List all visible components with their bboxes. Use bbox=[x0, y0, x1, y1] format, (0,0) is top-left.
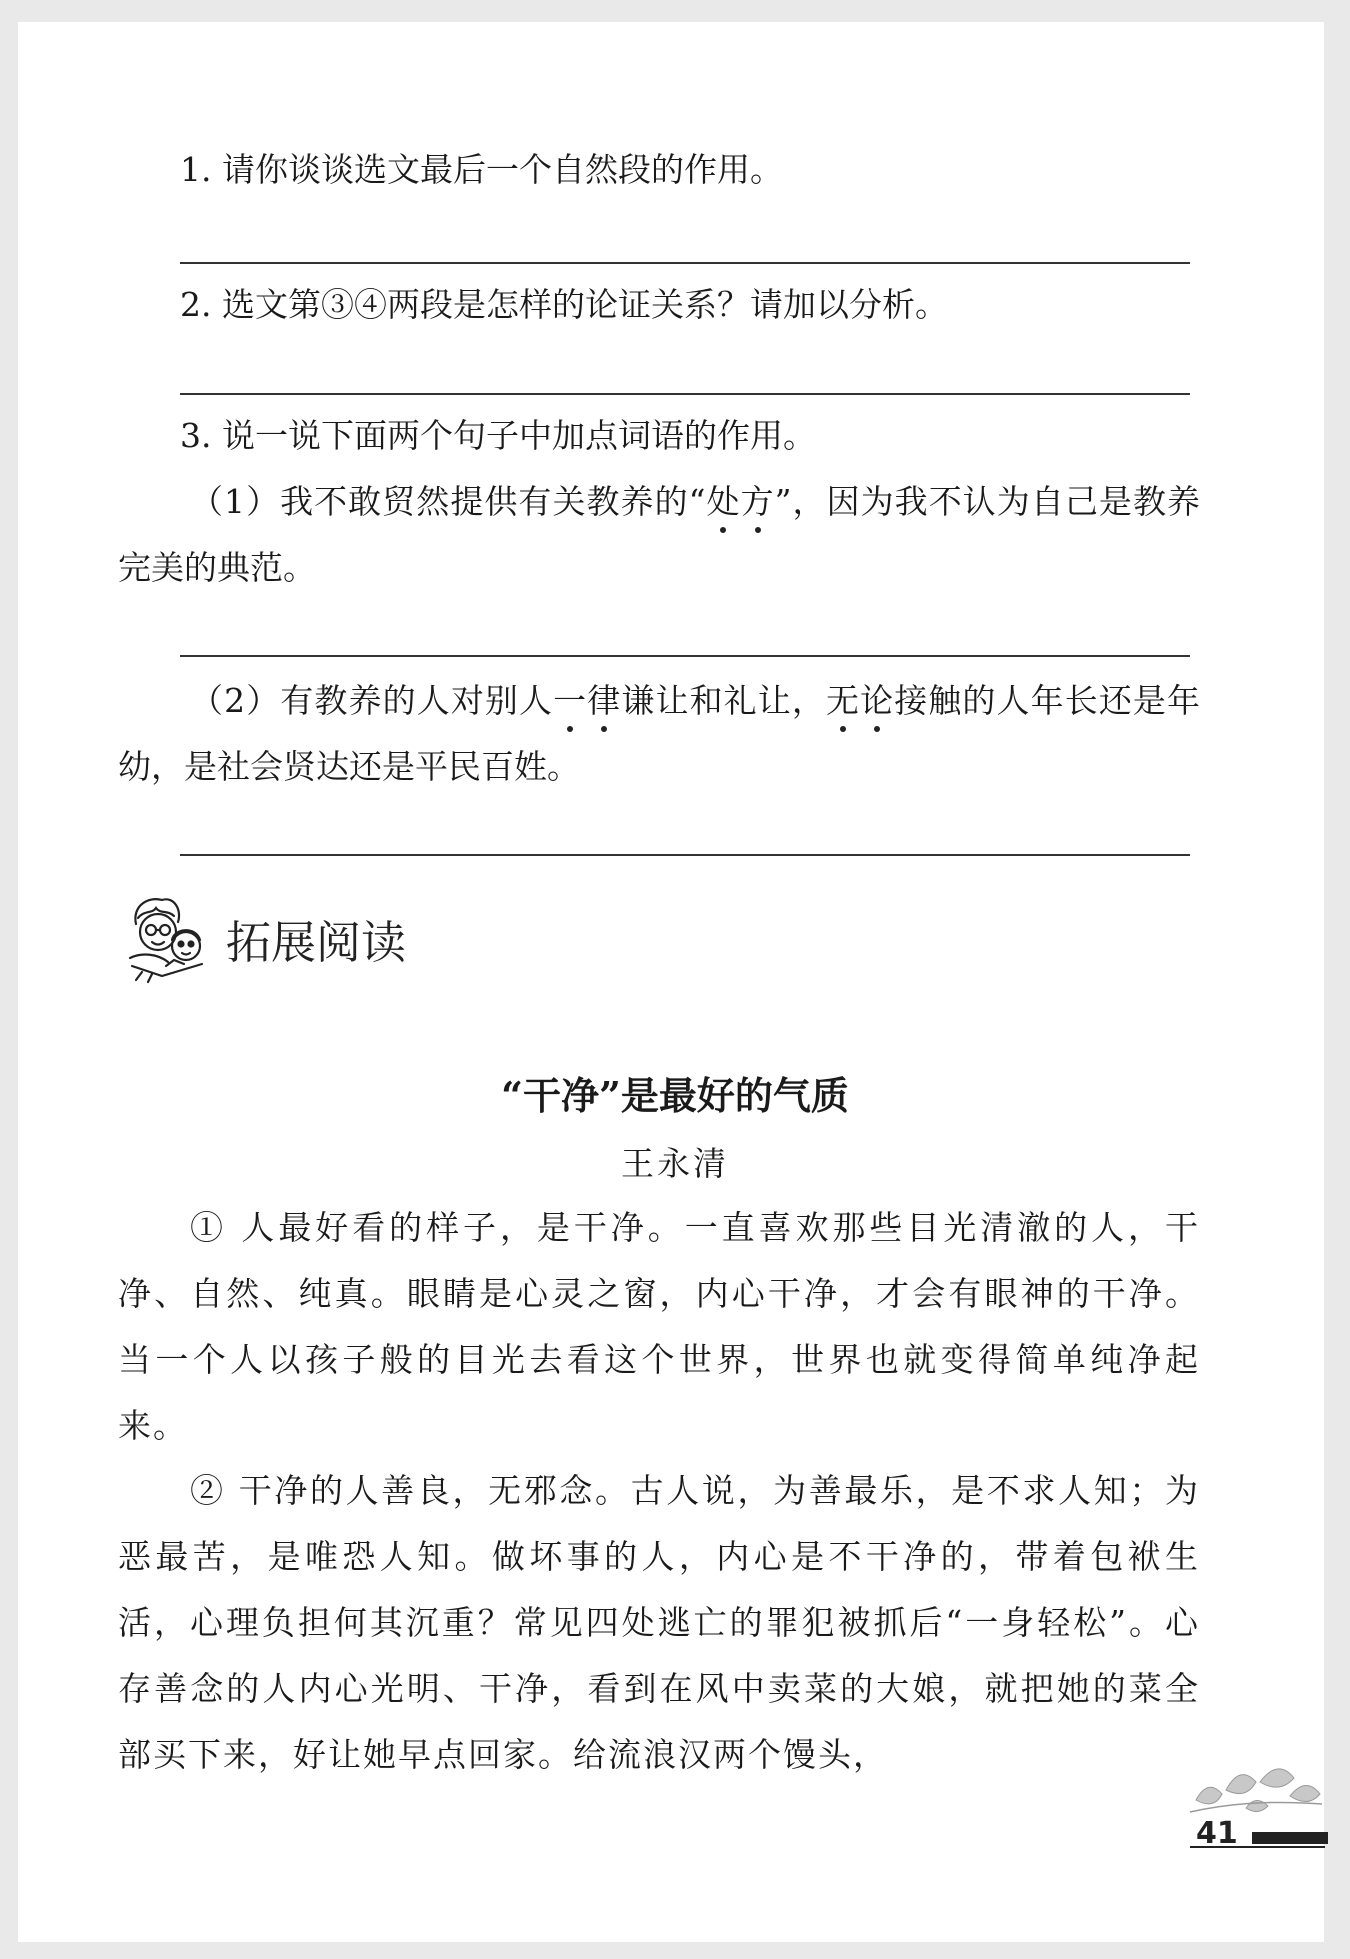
page-number: 41 bbox=[1196, 1816, 1238, 1851]
article-title: “干净”是最好的气质 bbox=[501, 1073, 849, 1118]
dotted-char: 处 bbox=[705, 482, 741, 521]
reading-kids-icon bbox=[122, 888, 218, 988]
article-author: 王永清 bbox=[621, 1144, 729, 1183]
dotted-char: 律 bbox=[587, 681, 622, 720]
dotted-char: 方 bbox=[740, 482, 775, 521]
article-paragraph-1: ① 人最好看的样子，是干净。一直喜欢那些目光清澈的人，干净、自然、纯真。眼睛是心灵之窗，内心干净，才会有眼神的干净。当一个人以孩子般的目光去看这个世界，世界也就变得简单纯净起来。 bbox=[118, 1208, 1200, 1445]
question-3-sentence-2: （2）有教养的人对别人一律谦让和礼让，无论接触的人年长还是年幼，是社会贤达还是平民百姓。 bbox=[118, 681, 1201, 786]
answer-line-4 bbox=[180, 854, 1190, 856]
page-number-bar bbox=[1252, 1832, 1328, 1844]
section-header bbox=[122, 888, 406, 988]
answer-line-1 bbox=[180, 262, 1190, 264]
dotted-char: 无 bbox=[825, 681, 861, 720]
answer-line-3 bbox=[180, 655, 1190, 657]
question-1: 1. 请你谈谈选文最后一个自然段的作用。 bbox=[180, 150, 783, 189]
dotted-char: 论 bbox=[860, 681, 895, 720]
question-2: 2. 选文第③④两段是怎样的论证关系？请加以分析。 bbox=[180, 285, 948, 324]
question-3: 3. 说一说下面两个句子中加点词语的作用。 bbox=[180, 416, 816, 455]
question-3-sentence-1: （1）我不敢贸然提供有关教养的“处方”，因为我不认为自己是教养完美的典范。 bbox=[118, 482, 1201, 587]
article-paragraph-2: ② 干净的人善良，无邪念。古人说，为善最乐，是不求人知；为恶最苦，是唯恐人知。做坏事的人，内心是不干净的，带着包袱生活，心理负担何其沉重？常见四处逃亡的罪犯被抓后“一身轻松”。心存善念的人内心光明、干净，看到在风中卖菜的大娘，就把她的菜全部买下来，好让她早点回家。给流浪汉两个馒头， bbox=[118, 1471, 1200, 1774]
dotted-char: 一 bbox=[553, 681, 588, 720]
section-title: 拓展阅读 bbox=[226, 915, 407, 969]
answer-line-2 bbox=[180, 393, 1190, 395]
page-number-rule bbox=[1190, 1846, 1325, 1848]
